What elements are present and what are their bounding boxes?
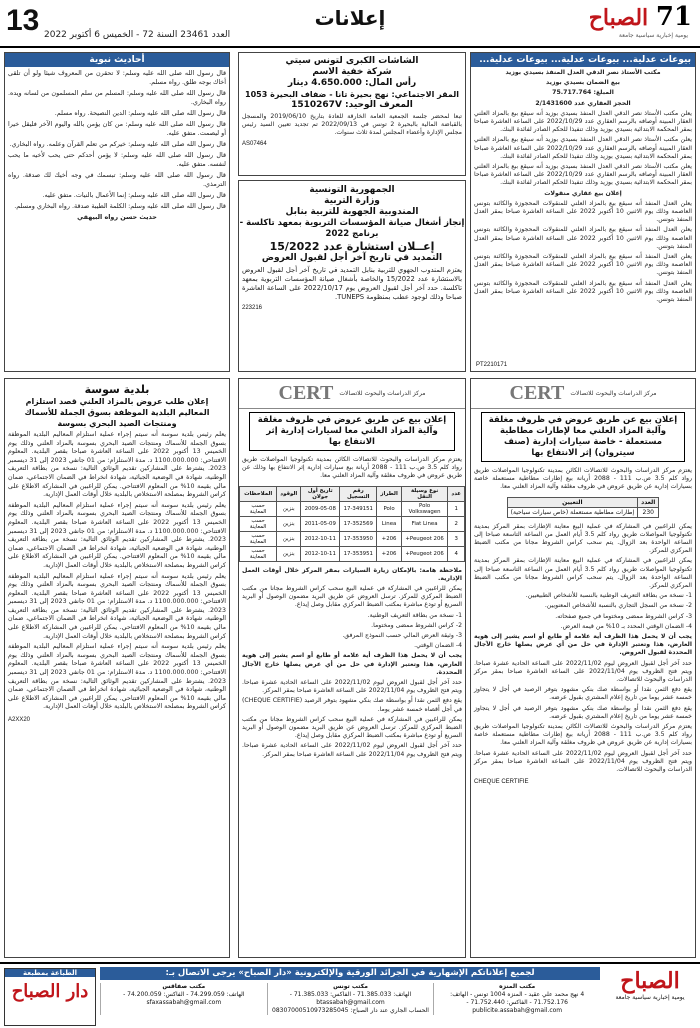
cars-banner: إعلان بيع عن طريق عروض في ظروف مغلقة وآلية المزاد العلني معا لسيارات إدارية إثر الانتفاع بها — [249, 412, 455, 451]
cars-tender-box — [238, 378, 466, 958]
notice1-line-2: المبلغ: 75.717.764 — [552, 89, 614, 97]
cars-cell: بنزين — [277, 516, 301, 531]
cars-cell: بنزين — [277, 531, 301, 546]
cars-cell: حسب المعاينة — [240, 516, 277, 531]
hadith-item: قال رسول الله صلى الله عليه وسلم: المسلم من سلم المسلمون من لسانه ويده. رواه البخاري. — [8, 89, 226, 106]
issue-info: العدد 23461 السنة 72 - الخميس 6 أكتوبر 2022 — [44, 30, 231, 40]
tires-body-2b: يمكن للراغبين في المشاركة في عملية البيع معاينة الإطارات بمقر المركز بمدينة تكنولوجيا المواصلات طريق رواد كلم 3.5 أيام العمل من الساعة التاسعة صباحا إلى الساعة الواحدة بعد الزوال. يتم سحب كراس الشروط مجانا من مكتب الضبط المركزي للمركز. — [474, 557, 692, 590]
tender-extension: التمديد في تاريخ آخر أجل لقبول العروض — [261, 253, 443, 263]
cars-cell: 2 — [448, 516, 465, 531]
municipal-body-3: يعلم رئيس بلدية سوسة أنه سيتم إجراء عملية استلزام المعاليم البلدية الموظفة بسوق الجملة للأسماك ومنتجات الصيد البحري بسوسة بالمزاد العلني وذلك يوم الخميس 13 أكتوبر 2022 على الساعة العاشرة صباحا بقصر البلدية. المعلوم الافتتاحي: 1100.000.000 د. مدة الاستلزام: من 01 جانفي 2023 إلى 31 ديسمبر 2023. يشترط على المشاركين تقديم الوثائق التالية: نسخة من بطاقة التعريف الوطنية، شهادة في الوضعية الجبائية، شهادة انخراط في الضمان الاجتماعي، ضمان مالي بقيمة 10% من المعلوم الافتتاحي. يمكن للراغبين في المشاركة الاطلاع على كراس الشروط بمصلحة الاستخلاص بالبلدية خلال أوقات العمل الإدارية. — [8, 572, 226, 640]
page-footer — [0, 962, 700, 1028]
cars-cell: Peugeot 206+ — [401, 531, 448, 546]
cars-cell: Polo — [377, 501, 401, 516]
cars-cond: 4- الضمان الوقتي. — [414, 642, 462, 650]
cars-th: الطراز — [377, 486, 401, 501]
cars-warning: يجب أن لا يحمل هذا الظرف أية علامة أو طابع أو اسم يشير إلى هوية العارض، هذا وتعتبر الإدارة في حل من أي عرض يصلها خارج الآجال المحددة. — [242, 652, 462, 676]
notice2-body: يعلن العدل المنفذ أنه سيقع بيع بالمزاد العلني للمنقولات المحجوزة والكائنة بتونس العاصمة وذلك يوم الاثنين 10 أكتوبر 2022 على الساعة العاشرة صباحا بمقر العدل المنفذ بتونس. — [474, 199, 692, 224]
footer-contact-bar: لجميع إعلاناتكم الإشهارية في الجرائد الورقية والإلكترونية «دار الصباح» يرجى الاتصال بـ: — [100, 967, 600, 980]
municipal-title: بلدية سوسة — [84, 383, 150, 396]
footer-logo-right — [604, 968, 696, 1026]
municipal-subtitle: إعلان طلب عروض بالمزاد العلني قصد استلزام المعاليم البلدية الموظفة بسوق الجملة للأسماك ومنتجات الصيد البحري بسوسة — [24, 397, 210, 428]
cars-cell: 2011-05-09 — [301, 516, 340, 531]
cars-cell: 2012-10-11 — [301, 546, 340, 561]
footer-logo-text: الصباح — [620, 968, 680, 994]
office-details: الهاتف: 74.299.059 - الفاكس: 74.200.059 - sfaxassabah@gmail.com — [123, 991, 245, 1006]
tires-warning: يجب أن لا يحمل هذا الظرف أية علامة أو طابع أو اسم يشير إلى هوية العارض، هذا وتعتبر الإدارة في حل من أي عرض يصلها خارج الآجال المحددة لقبول العروض. — [474, 633, 692, 657]
cars-cell: حسب المعاينة — [240, 531, 277, 546]
tires-body-1: يعتزم مركز الدراسات والبحوث للاتصالات الكائن بمدينة تكنولوجيا المواصلات طريق رواد كلم 3.5 ص.ب 111 - 2088 أريانة بيع إطارات مطاطية مستعملة خاصة بسيارات إدارية عن طريق عروض في ظروف مغلقة وآلية المزاد العلني معا. — [474, 467, 692, 491]
cars-cond: 2- كراس الشروط ممضى ومختوما. — [371, 621, 462, 629]
cars-cell: 17-353951 — [340, 546, 377, 561]
table-row — [240, 546, 465, 561]
hadith-item: قال رسول الله صلى الله عليه وسلم: إنما الأعمال بالنيات. متفق عليه. — [42, 191, 226, 199]
tender-title: إنجاز أشغال صيانة المؤسسات التربوية بمعهد تاكلسة - برنامج 2022 — [239, 218, 465, 239]
tires-banner: إعلان بيع عن طريق عروض في ظروف مغلقة وآلية المزاد العلني معا لإطارات مطاطية مستعملة - خاصة سيارات إدارية (صنف سيتروان) إثر الانتفاع بها — [481, 412, 685, 462]
cars-body-2: يمكن للراغبين في المشاركة في عملية البيع سحب كراس الشروط مجانا من مكتب الضبط المركزي للمركز. ترسل العروض عن طريق البريد مضمون الوصول أو البريد السريع أو تودع مباشرة بمكتب الضبط المركزي مقابل وصل إيداع. — [242, 585, 462, 609]
cars-th: نوع وسيلة النقل — [401, 486, 448, 501]
notice2-body-repeat: يعلن العدل المنفذ أنه سيقع بيع بالمزاد العلني للمنقولات المحجوزة والكائنة بتونس العاصمة وذلك يوم الاثنين 10 أكتوبر 2022 على الساعة العاشرة صباحا بمقر العدل المنفذ بتونس. — [474, 226, 692, 250]
cars-th: الملاحظات — [240, 486, 277, 501]
print-label: الطباعة بمطبعة — [5, 969, 95, 977]
company-ref: AS07464 — [242, 140, 267, 147]
republic-title: الجمهورية التونسية — [309, 185, 395, 195]
cars-th: تاريخ أول جولان — [301, 486, 340, 501]
municipal-notice-box — [4, 378, 230, 958]
cars-cell: 2012-10-11 — [301, 531, 340, 546]
hadith-item: قال رسول الله صلى الله عليه وسلم: من كان يؤمن بالله واليوم الآخر فليقل خيرا أو ليصمت. متفق عليه. — [8, 120, 226, 137]
tires-table — [507, 497, 660, 518]
hadith-item: قال رسول الله صلى الله عليه وسلم: خيركم من تعلم القرآن وعلمه. رواه البخاري. — [9, 140, 226, 148]
cars-cell: 2009-05-08 — [301, 501, 340, 516]
tires-cond: 3- كراس الشروط ممضى ومختوما في جميع صفحاته. — [555, 612, 692, 620]
cars-cell: حسب المعاينة — [240, 546, 277, 561]
office-title: مكتب المنزه — [499, 983, 536, 990]
tender-number: إعــلان استشارة عدد 15/2022 — [269, 240, 435, 253]
tires-body-2: يمكن للراغبين في المشاركة في عملية البيع معاينة الإطارات بمقر المركز بمدينة تكنولوجيا المواصلات طريق رواد كلم 3.5 أيام العمل من الساعة التاسعة صباحا إلى الساعة الواحدة بعد الزوال. يتم سحب كراس الشروط مجانا من مكتب الضبط المركزي للمركز. — [474, 522, 692, 555]
judicial-ref: PT2210171 — [476, 362, 508, 368]
company-title: الشاشات الكبرى لتونس سيتي — [285, 56, 419, 66]
footer-logo-left — [4, 968, 96, 1026]
ministry-name: وزارة التربية — [324, 196, 380, 206]
municipal-body-2: يعلم رئيس بلدية سوسة أنه سيتم إجراء عملية استلزام المعاليم البلدية الموظفة بسوق الجملة للأسماك ومنتجات الصيد البحري بسوسة بالمزاد العلني وذلك يوم الخميس 13 أكتوبر 2022 على الساعة العاشرة صباحا بقصر البلدية. المعلوم الافتتاحي: 1100.000.000 د. مدة الاستلزام: من 01 جانفي 2023 إلى 31 ديسمبر 2023. يشترط على المشاركين تقديم الوثائق التالية: نسخة من بطاقة التعريف الوطنية، شهادة في الوضعية الجبائية، شهادة انخراط في الضمان الاجتماعي، ضمان مالي بقيمة 10% من المعلوم الافتتاحي. يمكن للراغبين في المشاركة الاطلاع على كراس الشروط بمصلحة الاستخلاص بالبلدية خلال أوقات العمل الإدارية. — [8, 501, 226, 569]
cars-th: الوقود — [277, 486, 301, 501]
cars-cell: Polo Volkswagen — [401, 501, 448, 516]
hadith-box — [4, 52, 230, 372]
cars-cell: 206+ — [377, 546, 401, 561]
company-body: تبعا لمحضر جلسة الجمعية العامة الخارقة للعادة بتاريخ 2019/06/10 والمسجل بالقباضة المالية بالبحيرة 2 تونس في 2022/09/13 تم تجديد تعيين السيد رئيس مجلس الإدارة وأعضاء المجلس لمدة ثلاث سنوات. — [242, 113, 462, 137]
tender-ref: 223216 — [242, 305, 263, 311]
logo-text: الصباح — [588, 5, 649, 31]
hadith-item: قال رسول الله صلى الله عليه وسلم: تبسمك في وجه أخيك لك صدقة. رواه الترمذي. — [8, 171, 226, 188]
cars-cell: Linea — [377, 516, 401, 531]
hadith-footer: حديث حسن رواه البيهقي — [77, 213, 157, 221]
tires-th-count: العدد — [638, 497, 659, 507]
notice1-body-repeat2: يعلن مكتب الأستاذ نصر الدقي العدل المنفذ بسيدي بوزيد أنه سيقع بيع بالمزاد العلني العقار المبينة أوصافه بالرسم العقاري عدد 2022/10/29 على الساعة العاشرة صباحا بمقر المحكمة الابتدائية بسيدي بوزيد وذلك تنفيذا للحكم الصادر لفائدة البنك. — [474, 163, 692, 187]
cars-cond: 1- نسخة من بطاقة التعريف الوطنية. — [367, 611, 462, 619]
logo-number: 71 — [655, 2, 692, 32]
municipal-ref: A2XX20 — [8, 717, 31, 723]
tires-body-3: حدد آخر أجل لقبول العروض ليوم 2022/11/02 على الساعة الحادية عشرة صباحا. ويتم فتح الظروف يوم 2022/11/04 على الساعة العاشرة صباحا بمقر مركز الدراسات والبحوث للاتصالات. — [474, 659, 692, 684]
company-notice-box — [238, 52, 466, 176]
footer-logo-tagline: يومية إخبارية سياسية جامعة — [615, 994, 685, 1001]
company-capital: رأس المال: 4.650.000 دينار — [287, 78, 417, 88]
cars-cell: 17-353950 — [340, 531, 377, 546]
notice1-line-1: بيع الضمان بسيدي بوزيد — [546, 79, 620, 87]
cars-note: ملاحظة هامة: بالإمكان زيارة السيارات بمقر المركز خلال أوقات العمل الإدارية. — [242, 566, 462, 582]
education-tender-box — [238, 180, 466, 372]
table-row — [507, 507, 659, 517]
municipal-body: يعلم رئيس بلدية سوسة أنه سيتم إجراء عملية استلزام المعاليم البلدية الموظفة بسوق الجملة للأسماك ومنتجات الصيد البحري بسوسة بالمزاد العلني وذلك يوم الخميس 13 أكتوبر 2022 على الساعة العاشرة صباحا بقصر البلدية. المعلوم الافتتاحي: 1100.000.000 د. مدة الاستلزام: من 01 جانفي 2023 إلى 31 ديسمبر 2023. يشترط على المشاركين تقديم الوثائق التالية: نسخة من بطاقة التعريف الوطنية، شهادة في الوضعية الجبائية، شهادة انخراط في الضمان الاجتماعي، ضمان مالي بقيمة 10% من المعلوم الافتتاحي. يمكن للراغبين في المشاركة الاطلاع على كراس الشروط بمصلحة الاستخلاص بالبلدية خلال أوقات العمل الإدارية. — [8, 431, 226, 499]
office-manzah — [433, 983, 600, 1015]
judicial-title: بيوعات عدلية... بيوعات عدلية... بيوعات عدلية... — [471, 53, 695, 67]
cars-body-3: حدد آخر أجل لقبول العروض ليوم 2022/11/02 على الساعة الحادية عشرة صباحا. ويتم فتح الظروف يوم 2022/11/04 على الساعة العاشرة صباحا بمقر المركز. — [242, 679, 462, 695]
cars-cell: 17-349151 — [340, 501, 377, 516]
cars-cell: 1 — [448, 501, 465, 516]
office-details: الهاتف: 71.385.033 - الفاكس: 71.385.033 - btassabah@gmail.com — [289, 991, 412, 1006]
office-title: مكتب تونس — [333, 983, 368, 990]
company-subtitle: شركة خفية الاسم — [312, 67, 392, 77]
cars-cell: بنزين — [277, 501, 301, 516]
judicial-sales-box — [470, 52, 696, 372]
cars-body-3b: حدد آخر أجل لقبول العروض ليوم 2022/11/02 على الساعة الحادية عشرة صباحا. ويتم فتح الظروف يوم 2022/11/04 على الساعة العاشرة صباحا بمقر المركز. — [242, 742, 462, 758]
cars-cell: 3 — [448, 531, 465, 546]
page-number: 13 — [6, 4, 40, 37]
table-row — [240, 516, 465, 531]
notice1-body-repeat: يعلن مكتب الأستاذ نصر الدقي العدل المنفذ بسيدي بوزيد أنه سيقع بيع بالمزاد العلني العقار المبينة أوصافه بالرسم العقاري عدد 2022/10/29 على الساعة العاشرة صباحا بمقر المحكمة الابتدائية بسيدي بوزيد وذلك تنفيذا للحكم الصادر لفائدة البنك. — [474, 136, 692, 160]
cert-name: مركز الدراسات والبحوث للاتصالات — [570, 389, 657, 397]
table-row — [240, 501, 465, 516]
office-sfax — [100, 983, 267, 1015]
tires-ref: CHEQUE CERTIFIE — [474, 779, 529, 786]
page-header — [0, 0, 700, 48]
tires-th-desc: التعيين — [507, 497, 637, 507]
cars-cond: 3- وثيقة العرض المالي حسب النموذج المرفق. — [342, 632, 462, 640]
cars-cell: 4 — [448, 546, 465, 561]
notice1-head: مكتب الأستاذ نصر الدقي العدل المنفذ بسيدي بوزيد — [505, 69, 661, 76]
cars-cell: 206+ — [377, 531, 401, 546]
cars-cell: Fiat Linea — [401, 516, 448, 531]
office-rib: الحساب الجاري عند دار الصباح: 08307000510973285045 — [272, 1007, 429, 1014]
cars-th: عدد — [448, 486, 465, 501]
tires-cond: 4- الضمان الوقتي المحدد بـ 10% من قيمة العرض. — [560, 622, 692, 630]
section-title: إعلانات — [314, 6, 386, 30]
cars-body-2b: يمكن للراغبين في المشاركة في عملية البيع سحب كراس الشروط مجانا من مكتب الضبط المركزي للمركز. ترسل العروض عن طريق البريد مضمون الوصول أو البريد السريع أو تودع مباشرة بمكتب الضبط المركزي مقابل وصل إيداع. — [242, 715, 462, 740]
cars-cell: حسب المعاينة — [240, 501, 277, 516]
tires-body-4: يقع دفع الثمن نقدا أو بواسطة صك بنكي مشهود بتوفر الرصيد في أجل لا يتجاوز خمسة عشر يوما من تاريخ إعلام المشتري بقبول عرضه. — [474, 686, 692, 702]
cars-body-1: يعتزم مركز الدراسات والبحوث للاتصالات الكائن بمدينة تكنولوجيا المواصلات طريق رواد كلم 3.5 ص.ب 111 - 2088 أريانة بيع سيارات إدارية إثر الانتفاع بها وذلك عن طريق عروض في ظروف مغلقة وآلية المزاد العلني معا. — [242, 456, 462, 480]
hadith-title: أحاديث نبوية — [5, 53, 229, 67]
cert-logo-text: CERT — [509, 382, 565, 404]
tires-body-1b: يعتزم مركز الدراسات والبحوث للاتصالات الكائن بمدينة تكنولوجيا المواصلات طريق رواد كلم 3.5 ص.ب 111 - 2088 أريانة بيع إطارات مطاطية مستعملة خاصة بسيارات إدارية عن طريق عروض في ظروف مغلقة وآلية المزاد العلني معا. — [474, 723, 692, 747]
municipal-body-4: يعلم رئيس بلدية سوسة أنه سيتم إجراء عملية استلزام المعاليم البلدية الموظفة بسوق الجملة للأسماك ومنتجات الصيد البحري بسوسة بالمزاد العلني وذلك يوم الخميس 13 أكتوبر 2022 على الساعة العاشرة صباحا بقصر البلدية. المعلوم الافتتاحي: 1100.000.000 د. مدة الاستلزام: من 01 جانفي 2023 إلى 31 ديسمبر 2023. يشترط على المشاركين تقديم الوثائق التالية: نسخة من بطاقة التعريف الوطنية، شهادة في الوضعية الجبائية، شهادة انخراط في الضمان الاجتماعي، ضمان مالي بقيمة 10% من المعلوم الافتتاحي. يمكن للراغبين في المشاركة الاطلاع على كراس الشروط بمصلحة الاستخلاص بالبلدية خلال أوقات العمل الإدارية. — [8, 643, 226, 711]
office-tunis — [267, 983, 434, 1015]
hadith-item: قال رسول الله صلى الله عليه وسلم: الدين النصيحة. رواه مسلم. — [54, 109, 226, 117]
cars-cell: Peugeot 206+ — [401, 546, 448, 561]
cars-cell: بنزين — [277, 546, 301, 561]
cars-body-4: يقع دفع الثمن نقدا أو بواسطة صك بنكي مشهود بتوفر الرصيد (CHEQUE CERTIFIE) في أجل أقصاه خمسة عشر يوما. — [242, 697, 462, 713]
tires-tender-box — [470, 378, 696, 958]
notice2-body-repeat3: يعلن العدل المنفذ أنه سيقع بيع بالمزاد العلني للمنقولات المحجوزة والكائنة بتونس العاصمة وذلك يوم الاثنين 10 أكتوبر 2022 على الساعة العاشرة صباحا بمقر العدل المنفذ بتونس. — [474, 279, 692, 304]
cars-cell: 17-352569 — [340, 516, 377, 531]
tires-cond: 1- نسخة من بطاقة التعريف الوطنية بالنسبة للأشخاص الطبيعيين. — [525, 592, 692, 600]
cars-th: رقم التسجيل — [340, 486, 377, 501]
hadith-item: قال رسول الله صلى الله عليه وسلم: لا تحقرن من المعروف شيئا ولو أن تلقى أخاك بوجه طلق. رواه مسلم. — [8, 69, 226, 86]
cert-logo-text: CERT — [278, 382, 334, 404]
table-row — [240, 531, 465, 546]
hadith-item: قال رسول الله صلى الله عليه وسلم: لا يؤمن أحدكم حتى يحب لأخيه ما يحب لنفسه. متفق عليه. — [8, 151, 226, 168]
office-title: مكتب صفاقس — [162, 983, 206, 990]
cert-logo — [239, 379, 465, 409]
notice2-body-repeat2: يعلن العدل المنفذ أنه سيقع بيع بالمزاد العلني للمنقولات المحجوزة والكائنة بتونس العاصمة وذلك يوم الاثنين 10 أكتوبر 2022 على الساعة العاشرة صباحا بمقر العدل المنفذ بتونس. — [474, 253, 692, 277]
notice1-line-3: الحجز العقاري عدد 2/1431600 — [535, 99, 631, 107]
tires-body-3b: حدد آخر أجل لقبول العروض ليوم 2022/11/02 على الساعة الحادية عشرة صباحا. ويتم فتح الظروف يوم 2022/11/04 على الساعة العاشرة صباحا بمقر مركز الدراسات والبحوث للاتصالات. — [474, 749, 692, 774]
cars-table — [239, 486, 465, 562]
tires-cell: إطارات مطاطية مستعملة (خاص سيارات سياحية) — [507, 507, 637, 517]
directorate-name: المندوبية الجهوية للتربية بنابل — [285, 207, 419, 217]
print-logo-text: دار الصباح — [11, 981, 89, 1002]
hadith-item: قال رسول الله صلى الله عليه وسلم: الكلمة الطيبة صدقة. رواه البخاري ومسلم. — [14, 202, 226, 210]
company-address: المقر الاجتماعي: نهج بحيرة تانا - ضفاف البحيرة 1053 — [245, 90, 459, 99]
notice1-body: يعلن مكتب الأستاذ نصر الدقي العدل المنفذ بسيدي بوزيد أنه سيقع بيع بالمزاد العلني العقار المبينة أوصافه بالرسم العقاري عدد 2022/10/29 على الساعة العاشرة صباحا بمقر المحكمة الابتدائية بسيدي بوزيد وذلك تنفيذا للحكم الصادر لفائدة البنك. — [474, 109, 692, 134]
logo-tagline: يومية إخبارية سياسية جامعة — [618, 32, 688, 39]
tires-body-4b: يقع دفع الثمن نقدا أو بواسطة صك بنكي مشهود بتوفر الرصيد في أجل لا يتجاوز خمسة عشر يوما من تاريخ إعلام المشتري بقبول عرضه. — [474, 704, 692, 720]
tires-cond: 2- نسخة من السجل التجاري بالنسبة للأشخاص المعنويين. — [544, 602, 692, 610]
tires-cell: 230 — [638, 507, 659, 517]
notice2-head: إعلان بيع عقاري منقولات — [544, 189, 622, 197]
cert-name: مركز الدراسات والبحوث للاتصالات — [339, 389, 426, 397]
office-details: 4 نهج محمد علي عقيد - المنزه 1004 تونس - الهاتف: 71.752.176 - الفاكس: 71.752.440 - publicite.assabah@gmail.com — [450, 991, 585, 1014]
cert-logo — [471, 379, 695, 409]
tender-body: يعتزم المندوب الجهوي للتربية بنابل التمديد في تاريخ آخر أجل لقبول العروض بالاستشارة عدد 15/2022 والخاصة بأشغال صيانة المؤسسات التربوية بمعهد تاكلسة. حدد آخر أجل لقبول العروض يوم 2022/10/17 على الساعة العاشرة صباحا وذلك لوجود عطب بمنظومة TUNEPS. — [242, 266, 462, 301]
company-id: المعرف الوحيد: 1510267V — [291, 100, 413, 110]
